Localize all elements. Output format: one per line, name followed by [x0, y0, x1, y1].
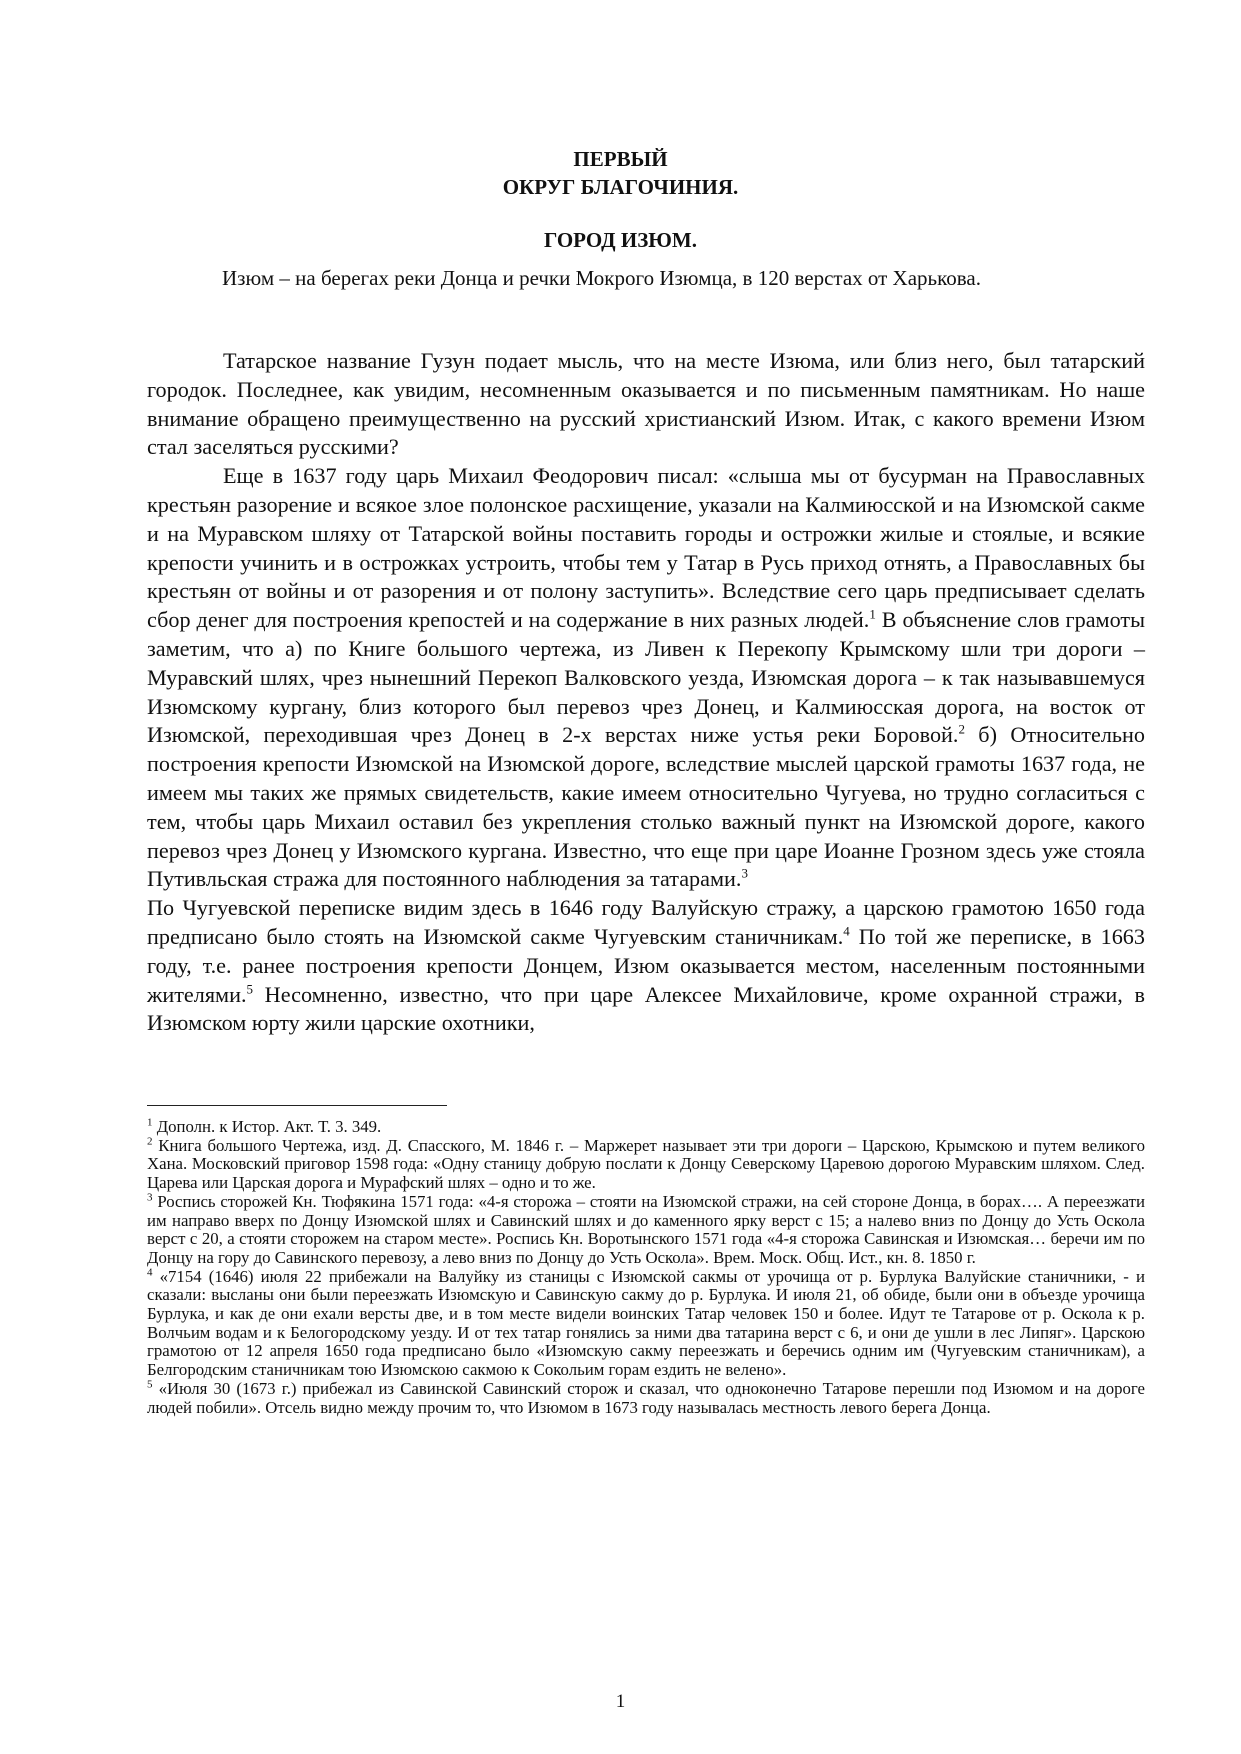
city-subtitle: Изюм – на берегах реки Донца и речки Мокрого Изюмца, в 120 верстах от Харькова.	[222, 266, 981, 290]
footnote-5-number: 5	[147, 1378, 153, 1391]
footnote-4	[147, 1268, 1145, 1380]
footnote-2-number: 2	[147, 1135, 153, 1148]
body-text	[147, 347, 1145, 1038]
footnote-4-number: 4	[147, 1266, 153, 1279]
footnote-5-text: «Июля 30 (1673 г.) прибежал из Савинской Савинский сторож и сказал, что одноконечно Татарове перешли под Изюмом и на дороге людей побили». Отсель видно между прочим то, что Изюмом в 1673 году называлась местность левого берега Донца.	[147, 1378, 1145, 1417]
footnote-3-number: 3	[147, 1191, 153, 1204]
paragraph-3-text-b: По той же переписке, в 1663 году, т.е. ранее построения крепости Донцем, Изюм оказывается местом, населенным постоянными жителями.	[147, 923, 1145, 1007]
footnote-1-text: Дополн. к Истор. Акт. Т. 3. 349.	[152, 1117, 382, 1136]
paragraph-3	[147, 894, 1145, 1038]
footnotes	[147, 1118, 1145, 1417]
footnote-1-number: 1	[147, 1116, 153, 1129]
paragraph-2-text-c: б) Относительно построения крепости Изюмской на Изюмской дороге, вследствие мыслей царской грамоты 1637 года, не имеем мы таких же прямых свидетельств, какие имеем относительно Чугуева, но трудно согласиться с тем, чтобы царь Михаил оставил без укрепления столько важный пункт на Изюмской дороге, какого перевоз чрез Донец у Изюмского кургана. Известно, что еще при царе Иоанне Грозном здесь уже стояла Путивльская стража для постоянного наблюдения за татарами.	[147, 722, 1145, 892]
paragraph-2-text-b: В объяснение слов грамоты заметим, что а) по Книге большого чертежа, из Ливен к Перекопу Крымскому шли три дороги – Муравский шлях, чрез нынешний Перекоп Валковского уезда, Изюмская дорога – к так называвшемуся Изюмскому кургану, близ которого был перевоз чрез Донец, и Калмиюсская дорога, на восток от Изюмской, переходившая чрез Донец в 2-х верстах ниже устья реки Боровой.	[147, 607, 1145, 748]
footnote-3-text: Роспись сторожей Кн. Тюфякина 1571 года: «4-я сторожа – стояти на Изюмской стражи, на сей стороне Донца, в борах…. А переезжати им направо вверх по Донцу Изюмской шлях и Савинский шлях и до каменного ярку верст с 15; а налево вниз по Донцу до Усть Оскола верст с 20, а стояти сторожем на старом месте». Роспись Кн. Воротынского 1571 года «4-я сторожа Савинская и Изюмская… беречи им по Донцу на гору до Савинского перевозу, а лево вниз по Донцу до Усть Оскола». Врем. Моск. Общ. Ист., кн. 8. 1850 г.	[147, 1191, 1145, 1267]
footnote-ref-2[interactable]: 2	[958, 721, 965, 737]
footnote-3	[147, 1193, 1145, 1268]
heading-line-1: ПЕРВЫЙ	[573, 147, 668, 171]
footnote-divider	[147, 1105, 447, 1106]
footnote-1	[147, 1118, 1145, 1137]
footnote-4-text: «7154 (1646) июля 22 прибежали на Валуйку из станицы с Изюмской сакмы от урочища от р. Бурлука Валуйские станичники, - и сказали: высланы они были переезжать Изюмскую и Савинскую сакму до р. Бурлука. И июля 21, об обиде, были они в объезде урочища Бурлука, и как де они ехали версты две, и в том месте видели воинских Татар человек 150 и более. Идут те Татарове от р. Оскола к р. Волчьим водам и к Белогородскому уезду. И от тех татар гонялись за ними два татарина верст с 6, и они де ушли в лес Липяг». Царскою грамотою от 12 апреля 1650 года предписано было «Изюмскую сакму переезжать и беречись одним им (Чугуевским станичникам), а Белгородским станичникам тою Изюмскою сакмою к Сокольим горам ездить не велено».	[147, 1266, 1145, 1380]
footnote-ref-1[interactable]: 1	[869, 606, 876, 622]
footnote-2	[147, 1137, 1145, 1193]
footnote-ref-3[interactable]: 3	[741, 865, 748, 881]
paragraph-2	[147, 462, 1145, 894]
paragraph-3-text-a: По Чугуевской переписке видим здесь в 1646 году Валуйскую стражу, а царскою грамотою 1650 года предписано было стоять на Изюмской сакме Чугуевским станичникам.	[147, 895, 1145, 949]
paragraph-3-text-c: Несомненно, известно, что при царе Алексее Михайловиче, кроме охранной стражи, в Изюмском юрту жили царские охотники,	[147, 981, 1145, 1036]
paragraph-1	[147, 347, 1145, 462]
footnote-ref-4[interactable]: 4	[843, 923, 850, 939]
paragraph-1-text: Татарское название Гузун подает мысль, что на месте Изюма, или близ него, был татарский городок. Последнее, как увидим, несомненным оказывается и по письменным памятникам. Но наше внимание обращено преимущественно на русский христианский Изюм. Итак, с какого времени Изюм стал заселяться русскими?	[147, 348, 1145, 460]
heading-line-2: ОКРУГ БЛАГОЧИНИЯ.	[502, 175, 739, 199]
city-heading: ГОРОД ИЗЮМ.	[544, 228, 697, 252]
footnote-2-text: Книга большого Чертежа, изд. Д. Спасского, М. 1846 г. – Маржерет называет эти три дороги – Царскою, Крымскою и путем великого Хана. Московский приговор 1598 года: «Одну станицу добрую послати к Донцу Северскому Царевою дорогою Муравским шляхом. След. Царева или Царская дорога и Мурафский шлях – одно и то же.	[147, 1135, 1145, 1193]
paragraph-2-text-a: Еще в 1637 году царь Михаил Феодорович писал: «слыша мы от бусурман на Православных крестьян разорение и всякое злое полонское расхищение, указали на Калмиюсской и на Изюмской сакме и на Муравском шляху от Татарской войны поставить городы и острожки жилые и стоялые, и всякие крепости учинить и в острожках устроить, чтобы тем у Татар в Русь приход отнять, а Православных бы крестьян от войны и от разорения и от полону заступить». Вследствие сего царь предписывает сделать сбор денег для построения крепостей и на содержание в них разных людей.	[147, 463, 1145, 633]
page-number: 1	[615, 1691, 626, 1712]
footnote-5	[147, 1380, 1145, 1417]
footnote-ref-5[interactable]: 5	[246, 981, 253, 997]
